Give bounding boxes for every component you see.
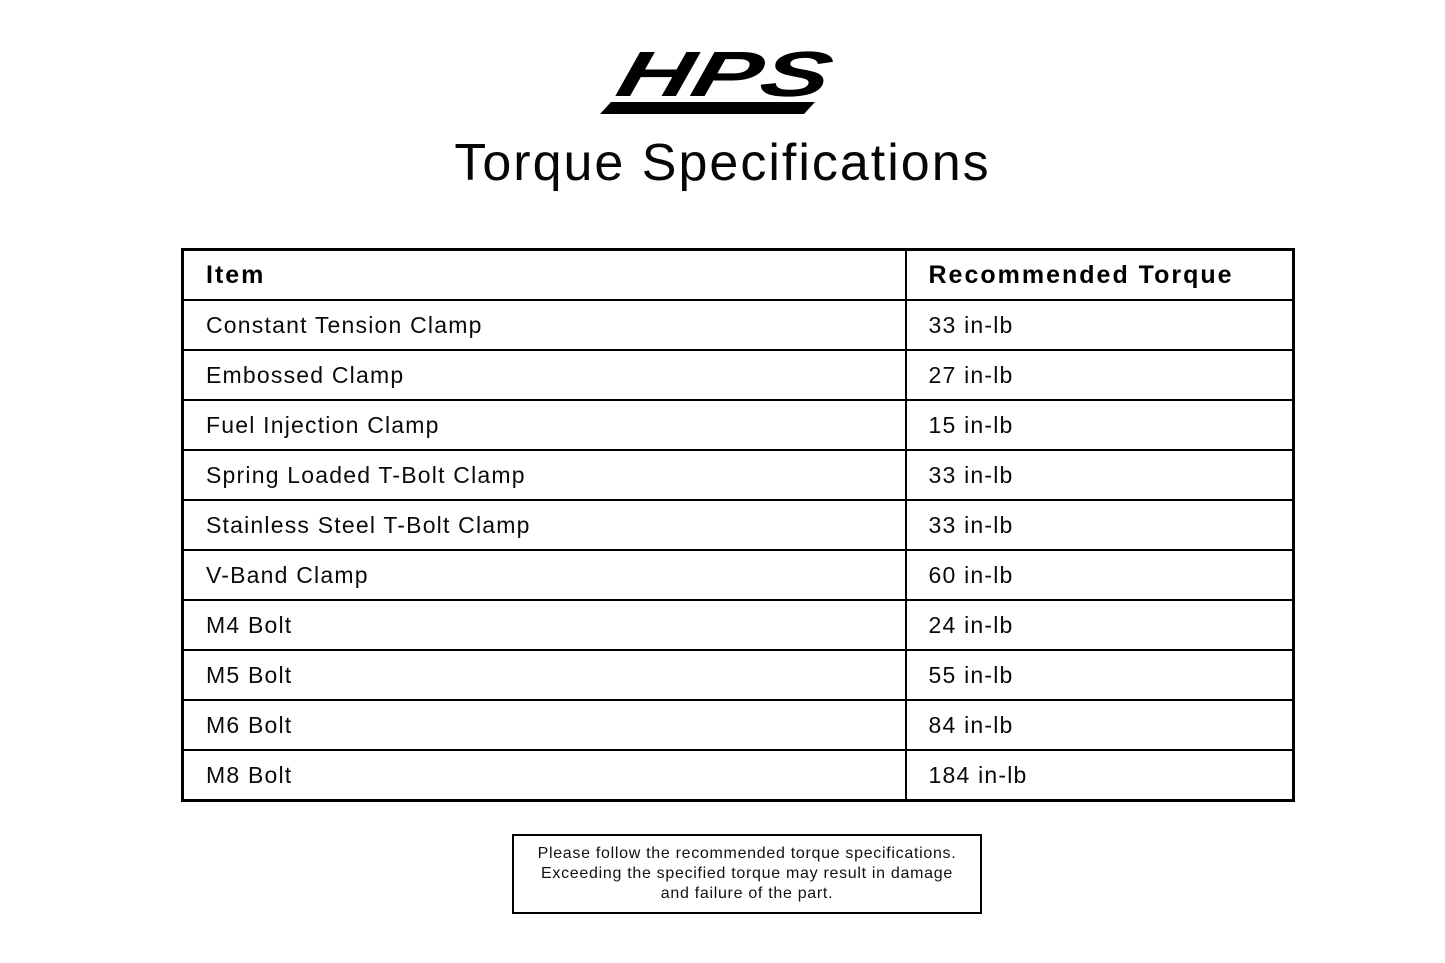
torque-spec-table-container (181, 248, 1295, 802)
torque-cell: 60 in-lb (906, 550, 1294, 600)
hps-logo-icon (598, 38, 848, 118)
item-cell: Spring Loaded T-Bolt Clamp (183, 450, 906, 500)
table-row (183, 350, 1294, 400)
item-cell: Constant Tension Clamp (183, 300, 906, 350)
torque-cell: 33 in-lb (906, 300, 1294, 350)
hps-logo-text: HPS (609, 38, 760, 110)
table-row (183, 650, 1294, 700)
torque-cell: 24 in-lb (906, 600, 1294, 650)
table-row (183, 400, 1294, 450)
torque-cell: 55 in-lb (906, 650, 1294, 700)
table-row (183, 550, 1294, 600)
table-row (183, 750, 1294, 801)
table-row (183, 500, 1294, 550)
item-cell: M5 Bolt (183, 650, 906, 700)
column-header-item: Item (183, 250, 906, 301)
item-cell: M8 Bolt (183, 750, 906, 801)
torque-cell: 33 in-lb (906, 500, 1294, 550)
table-row (183, 300, 1294, 350)
torque-cell: 15 in-lb (906, 400, 1294, 450)
torque-warning-note (512, 834, 982, 914)
torque-cell: 84 in-lb (906, 700, 1294, 750)
hps-logo (598, 38, 848, 118)
torque-cell: 184 in-lb (906, 750, 1294, 801)
table-row (183, 450, 1294, 500)
table-row (183, 600, 1294, 650)
page-title: Torque Specifications (454, 134, 991, 192)
item-cell: M6 Bolt (183, 700, 906, 750)
column-header-torque: Recommended Torque (906, 250, 1294, 301)
item-cell: V-Band Clamp (183, 550, 906, 600)
hps-logo-swoosh (600, 102, 815, 114)
item-cell: M4 Bolt (183, 600, 906, 650)
torque-spec-table (181, 248, 1295, 802)
item-cell: Fuel Injection Clamp (183, 400, 906, 450)
table-header-row (183, 250, 1294, 301)
torque-cell: 27 in-lb (906, 350, 1294, 400)
item-cell: Stainless Steel T-Bolt Clamp (183, 500, 906, 550)
note-line: Exceeding the specified torque may result in damage (541, 865, 953, 882)
item-cell: Embossed Clamp (183, 350, 906, 400)
table-row (183, 700, 1294, 750)
torque-cell: 33 in-lb (906, 450, 1294, 500)
note-line: Please follow the recommended torque specifications. (537, 845, 957, 862)
note-line: and failure of the part. (660, 885, 834, 902)
